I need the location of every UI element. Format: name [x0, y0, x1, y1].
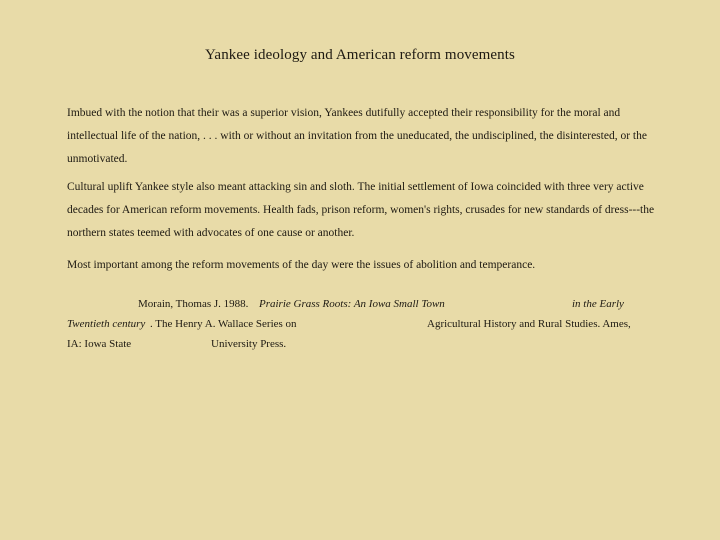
citation-publisher-part-2: University Press. [211, 338, 287, 350]
paragraph-cultural-uplift: Cultural uplift Yankee style also meant attacking sin and sloth. The initial settlement of Iowa coincided with three very active decades for American reform movements. Health fads, prison reform, women's rights, crusades for new standards of dress---the northern states teemed with advocates of one cause or another. [67, 181, 655, 239]
citation-publisher-part-1: IA: Iowa State [67, 338, 132, 350]
citation-book-title-part-1: Prairie Grass Roots: An Iowa Small Town [259, 298, 445, 310]
citation-book-title-part-2: in the Early [572, 298, 624, 310]
citation-book-title-part-3: Twentieth century [67, 318, 146, 330]
citation-line-1 [67, 294, 657, 314]
slide-title: Yankee ideology and American reform movements [205, 47, 515, 63]
citation-series-part-2: Agricultural History and Rural Studies. Ames, [427, 318, 631, 330]
citation-line-2 [67, 314, 657, 334]
citation-series-part-1: . The Henry A. Wallace Series on [150, 318, 297, 330]
paragraph-yankee-vision: Imbued with the notion that their was a superior vision, Yankees dutifully accepted their responsibility for the moral and intellectual life of the nation, . . . with or without an invitation from the uneducated, the undisciplined, the disinterested, or the unmotivated. [67, 107, 647, 165]
paragraph-abolition-temperance: Most important among the reform movements of the day were the issues of abolition and temperance. [67, 259, 536, 271]
citation [67, 294, 657, 354]
citation-author-year: Morain, Thomas J. 1988. [138, 298, 249, 310]
citation-line-3 [67, 334, 657, 354]
